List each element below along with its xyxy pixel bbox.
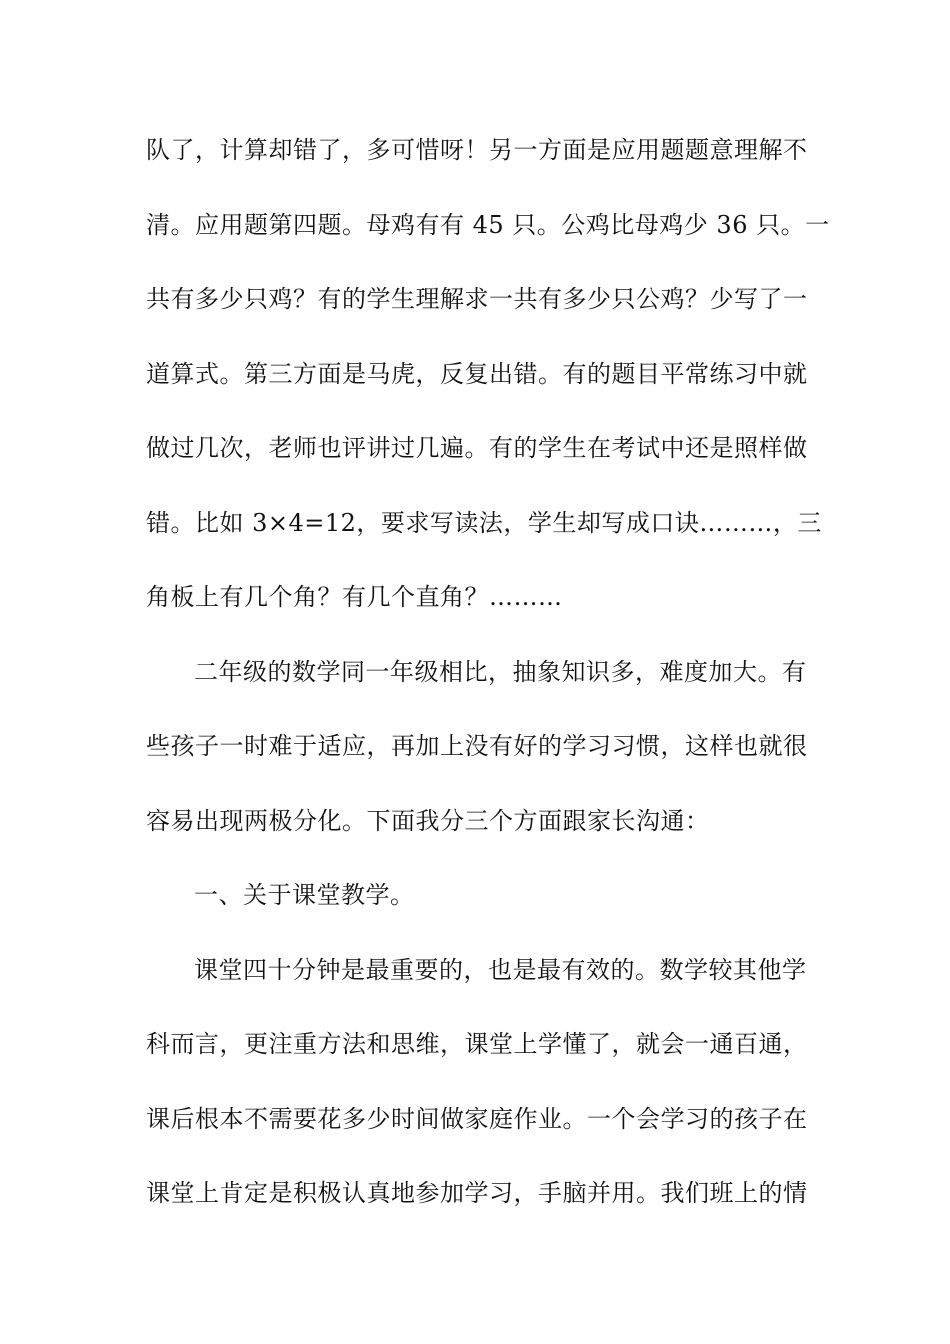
text-line: 课堂上肯定是积极认真地参加学习，手脑并用。我们班上的情 <box>146 1179 808 1207</box>
text-line: 共有多少只鸡？有的学生理解求一共有多少只公鸡？少写了一 <box>146 285 808 313</box>
text-line: 队了，计算却错了，多可惜呀！另一方面是应用题题意理解不 <box>146 136 808 164</box>
text-line: 错。比如 3×4=12，要求写读法，学生却写成口诀………，三 <box>146 508 822 537</box>
text-line: 道算式。第三方面是马虎，反复出错。有的题目平常练习中就 <box>146 359 808 388</box>
text-line: 科而言，更注重方法和思维，课堂上学懂了，就会一通百通， <box>146 1030 808 1058</box>
text-line: 容易出现两极分化。下面我分三个方面跟家长沟通： <box>146 806 710 835</box>
body-text <box>146 126 830 1244</box>
text-line: 二年级的数学同一年级相比，抽象知识多，难度加大。有 <box>194 657 807 686</box>
section-heading: 一、关于课堂教学。 <box>194 881 415 909</box>
text-line: 角板上有几个角？有几个直角？……… <box>146 583 563 611</box>
text-line: 清。应用题第四题。母鸡有有 45 只。公鸡比母鸡少 36 只。一 <box>146 210 830 239</box>
text-line: 课后根本不需要花多少时间做家庭作业。一个会学习的孩子在 <box>146 1104 808 1133</box>
text-line: 些孩子一时难于适应，再加上没有好的学习习惯，这样也就很 <box>146 732 808 760</box>
text-line: 课堂四十分钟是最重要的，也是最有效的。数学较其他学 <box>194 955 807 984</box>
text-line: 做过几次，老师也评讲过几遍。有的学生在考试中还是照样做 <box>146 434 808 462</box>
